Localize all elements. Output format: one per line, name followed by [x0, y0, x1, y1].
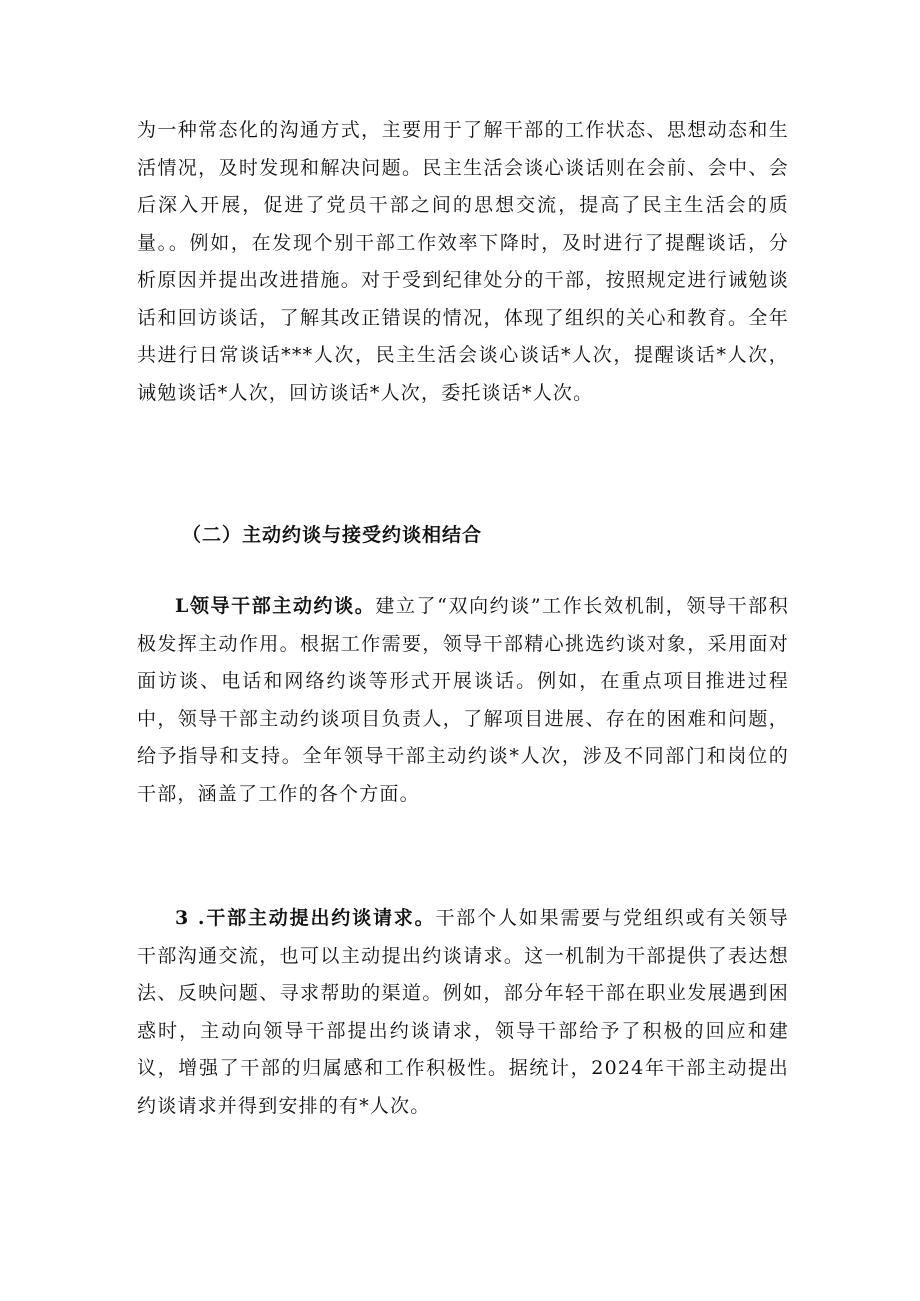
paragraph-lead: L领导干部主动约谈。	[175, 595, 376, 617]
paragraph-text: 干部个人如果需要与党组织或有关领导干部沟通交流，也可以主动提出约谈请求。这一机制为干部提供了表达想法、反映问题、寻求帮助的渠道。例如，部分年轻干部在职业发展遇到困惑时，主动向领导干部提出约谈请求，领导干部给予了积极的回应和建议，增强了干部的归属感和工作积极性。据统计，2024年干部主动提出约谈请求并得到安排的有*人次。	[137, 907, 789, 1117]
paragraph-leader-talks	[137, 588, 789, 813]
paragraph-lead: 3 .干部主动提出约谈请求。	[175, 907, 436, 929]
paragraph-text: 建立了“双向约谈”工作长效机制，领导干部积极发挥主动作用。根据工作需要，领导干部精心挑选约谈对象，采用面对面访谈、电话和网络约谈等形式开展谈话。例如，在重点项目推进过程中，领导干部主动约谈项目负责人，了解项目进展、存在的困难和问题，给予指导和支持。全年领导干部主动约谈*人次，涉及不同部门和岗位的干部，涵盖了工作的各个方面。	[137, 595, 789, 805]
paragraph-cadre-requests	[137, 900, 789, 1125]
paragraph-text: 为一种常态化的沟通方式，主要用于了解干部的工作状态、思想动态和生活情况，及时发现和解决问题。民主生活会谈心谈话则在会前、会中、会后深入开展，促进了党员干部之间的思想交流，提高了民主生活会的质量。。例如，在发现个别干部工作效率下降时，及时进行了提醒谈话，分析原因并提出改进措施。对于受到纪律处分的干部，按照规定进行诫勉谈话和回访谈话，了解其改正错误的情况，体现了组织的关心和教育。全年共进行日常谈话***人次，民主生活会谈心谈话*人次，提醒谈话*人次，诫勉谈话*人次，回访谈话*人次，委托谈话*人次。	[137, 119, 789, 404]
paragraph-daily-talks	[137, 112, 789, 412]
section-heading: （二）主动约谈与接受约谈相结合	[182, 524, 483, 546]
